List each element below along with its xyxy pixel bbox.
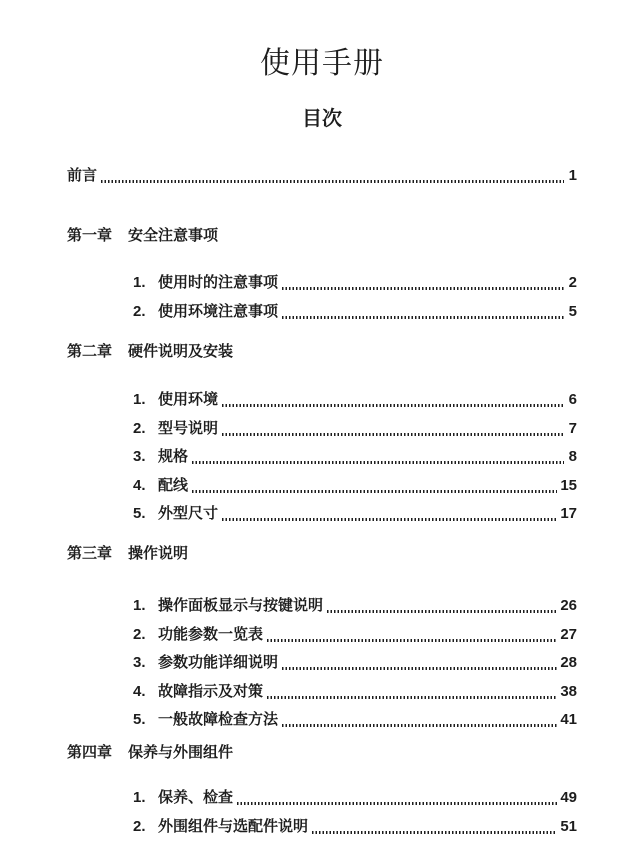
chapter-3-heading xyxy=(67,544,577,564)
chapter-4-heading xyxy=(67,743,577,763)
item-title: 故障指示及对策 xyxy=(158,683,264,700)
item-number: 5. xyxy=(133,711,146,728)
chapter-title: 安全注意事项 xyxy=(128,227,219,244)
dot-leader xyxy=(282,724,557,726)
dot-leader xyxy=(267,696,557,698)
item-title: 规格 xyxy=(158,448,189,465)
toc-heading: 目次 xyxy=(302,106,342,130)
toc-page-number: 2 xyxy=(568,274,577,291)
item-number: 1. xyxy=(133,391,146,408)
item-title: 参数功能详细说明 xyxy=(158,654,279,671)
toc-item xyxy=(67,817,577,837)
toc-item xyxy=(67,788,577,808)
chapter-2-heading xyxy=(67,342,577,362)
item-number: 2. xyxy=(133,818,146,835)
item-number: 2. xyxy=(133,626,146,643)
toc-item xyxy=(67,273,577,293)
item-number: 3. xyxy=(133,654,146,671)
item-title: 使用环境 xyxy=(158,391,219,408)
document-title: 使用手册 xyxy=(260,46,384,81)
item-number: 1. xyxy=(133,597,146,614)
toc-page-number: 41 xyxy=(560,711,577,728)
item-number: 4. xyxy=(133,683,146,700)
item-title: 一般故障检查方法 xyxy=(158,711,279,728)
item-title: 使用环境注意事项 xyxy=(158,303,279,320)
item-number: 1. xyxy=(133,274,146,291)
toc-item xyxy=(67,390,577,410)
toc-page-number: 15 xyxy=(560,477,577,494)
toc-item xyxy=(67,653,577,673)
toc-item xyxy=(67,682,577,702)
dot-leader xyxy=(192,490,557,492)
item-title: 使用时的注意事项 xyxy=(158,274,279,291)
toc-item xyxy=(67,476,577,496)
chapter-label: 第四章 xyxy=(67,744,113,761)
item-title: 保养、检查 xyxy=(158,789,234,806)
toc-item xyxy=(67,419,577,439)
toc-item xyxy=(67,447,577,467)
chapter-title: 硬件说明及安装 xyxy=(128,343,234,360)
toc-page-number: 17 xyxy=(560,505,577,522)
dot-leader xyxy=(267,639,557,641)
toc-page-number: 5 xyxy=(568,303,577,320)
dot-leader xyxy=(222,433,564,435)
toc-page-number: 27 xyxy=(560,626,577,643)
dot-leader xyxy=(282,287,564,289)
chapter-label: 第二章 xyxy=(67,343,113,360)
toc-page-number: 51 xyxy=(560,818,577,835)
dot-leader xyxy=(237,802,557,804)
toc-page-number: 28 xyxy=(560,654,577,671)
item-number: 2. xyxy=(133,303,146,320)
item-title: 型号说明 xyxy=(158,420,219,437)
item-title: 外围组件与选配件说明 xyxy=(158,818,309,835)
chapter-title: 保养与外围组件 xyxy=(128,744,234,761)
toc-page-number: 1 xyxy=(568,167,577,184)
toc-item xyxy=(67,625,577,645)
item-title: 外型尺寸 xyxy=(158,505,219,522)
toc-item xyxy=(67,302,577,322)
item-number: 1. xyxy=(133,789,146,806)
toc-page-number: 7 xyxy=(568,420,577,437)
toc-page-number: 49 xyxy=(560,789,577,806)
item-title: 配线 xyxy=(158,477,189,494)
dot-leader xyxy=(222,518,557,520)
dot-leader xyxy=(101,180,564,182)
toc-page-number: 26 xyxy=(560,597,577,614)
chapter-1-heading xyxy=(67,226,577,246)
toc-item xyxy=(67,710,577,730)
dot-leader xyxy=(312,831,557,833)
item-title: 操作面板显示与按键说明 xyxy=(158,597,324,614)
dot-leader xyxy=(327,610,557,612)
dot-leader xyxy=(282,316,564,318)
dot-leader xyxy=(282,667,557,669)
chapter-title: 操作说明 xyxy=(128,545,189,562)
toc-page-number: 38 xyxy=(560,683,577,700)
dot-leader xyxy=(192,461,564,463)
toc-entry-preface xyxy=(67,166,577,186)
dot-leader xyxy=(222,404,564,406)
chapter-label: 第一章 xyxy=(67,227,113,244)
toc-entry-label: 前言 xyxy=(67,167,98,184)
item-number: 4. xyxy=(133,477,146,494)
chapter-label: 第三章 xyxy=(67,545,113,562)
toc-item xyxy=(67,596,577,616)
toc-item xyxy=(67,504,577,524)
item-title: 功能参数一览表 xyxy=(158,626,264,643)
item-number: 2. xyxy=(133,420,146,437)
toc-page-number: 6 xyxy=(568,391,577,408)
item-number: 3. xyxy=(133,448,146,465)
toc-page-number: 8 xyxy=(568,448,577,465)
item-number: 5. xyxy=(133,505,146,522)
